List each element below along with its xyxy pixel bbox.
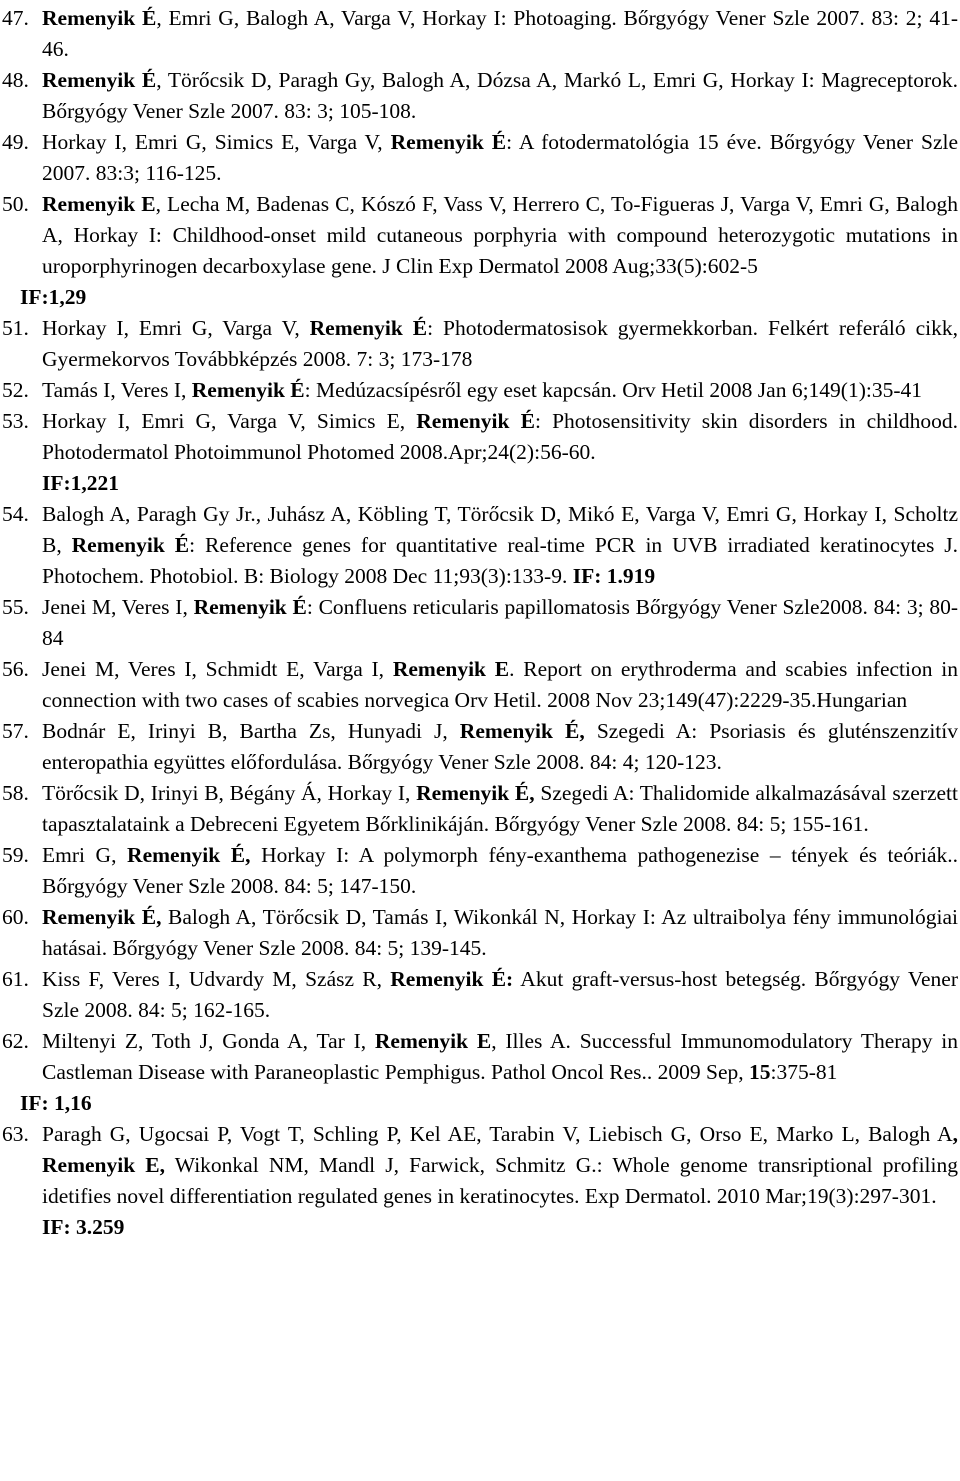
author-highlight: Remenyik É bbox=[309, 316, 428, 340]
reference-text: Wikonkal NM, Mandl J, Farwick, Schmitz G.: Whole genome transriptional profiling idetifies novel differentiation regulated genes in keratinocytes. Exp Dermatol. 2010 Mar;19(3):297-301. bbox=[42, 1153, 958, 1208]
reference-text: : Confluens reticularis papillomatosis Bőrgyógy Vener Szle2008. 84: 3; 80-84 bbox=[42, 595, 958, 650]
reference-text: , Lecha M, Badenas C, Kószó F, Vass V, Herrero C, To-Figueras J, Varga V, Emri G, Balogh A, Horkay I: Childhood-onset mild cutaneous porphyria with compound heterozygotic mutations in uroporphyrinogen decarboxylase gene. J Clin Exp Dermatol 2008 Aug;33(5):602-5 bbox=[42, 192, 958, 278]
reference-text: Kiss F, Veres I, Udvardy M, Szász R, bbox=[42, 967, 391, 991]
impact-factor: IF:1,221 bbox=[42, 471, 120, 495]
reference-text: : Photosensitivity skin disorders in childhood. Photodermatol Photoimmunol Photomed 2008.Apr;24(2):56-60. bbox=[42, 409, 958, 464]
author-highlight: , Remenyik E, bbox=[42, 1122, 958, 1177]
reference-text: Szegedi A: Thalidomide alkalmazásával szerzett tapasztalataink a Debreceni Egyetem Bőrklinikáján. Bőrgyógy Vener Szle 2008. 84: 5; 155-161. bbox=[42, 781, 958, 836]
reference-number: 52. bbox=[2, 378, 29, 402]
reference-number: 62. bbox=[2, 1029, 29, 1053]
reference-number: 48. bbox=[2, 68, 29, 92]
reference-entry bbox=[0, 3, 960, 65]
reference-text: , Illes A. Successful Immunomodulatory Therapy in Castleman Disease with Paraneoplastic Pemphigus. Pathol Oncol Res.. 2009 Sep, bbox=[42, 1029, 958, 1084]
reference-text: Horkay I: A polymorph fény-exanthema pathogenezise – tények és teóriák.. Bőrgyógy Vener Szle 2008. 84: 5; 147-150. bbox=[42, 843, 958, 898]
author-highlight: Remenyik É bbox=[71, 533, 190, 557]
author-highlight: Remenyik É bbox=[42, 68, 157, 92]
reference-entry bbox=[0, 840, 960, 902]
author-highlight: Remenyik E bbox=[374, 1029, 492, 1053]
impact-factor: IF: 1,16 bbox=[20, 1091, 92, 1115]
reference-text: : Photodermatosisok gyermekkorban. Felkért referáló cikk, Gyermekorvos Továbbképzés 2008. 7: 3; 173-178 bbox=[42, 316, 958, 371]
author-highlight: Remenyik É, bbox=[127, 843, 251, 867]
reference-text: , Emri G, Balogh A, Varga V, Horkay I: Photoaging. Bőrgyógy Vener Szle 2007. 83: 2; 41-46. bbox=[42, 6, 958, 61]
reference-entry bbox=[0, 964, 960, 1026]
reference-text: . Report on erythroderma and scabies infection in connection with two cases of scabies norvegica Orv Hetil. 2008 Nov 23;149(47):2229-35.Hungarian bbox=[42, 657, 959, 712]
reference-number: 47. bbox=[2, 6, 29, 30]
author-highlight: Remenyik É, bbox=[42, 905, 162, 929]
reference-number: 54. bbox=[2, 502, 29, 526]
reference-text: : A fotodermatológia 15 éve. Bőrgyógy Vener Szle 2007. 83:3; 116-125. bbox=[42, 130, 959, 185]
author-highlight: Remenyik É: bbox=[390, 967, 514, 991]
reference-text: Horkay I, Emri G, Simics E, Varga V, bbox=[42, 130, 391, 154]
author-highlight: Remenyik É, bbox=[459, 719, 585, 743]
reference-text: Szegedi A: Psoriasis és gluténszenzitív enteropathia együttes előfordulása. Bőrgyógy Vener Szle 2008. 84: 4; 120-123. bbox=[42, 719, 958, 774]
reference-text: Jenei M, Veres I, Schmidt E, Varga I, bbox=[42, 657, 393, 681]
reference-text: Miltenyi Z, Toth J, Gonda A, Tar I, bbox=[42, 1029, 375, 1053]
reference-text: : Medúzacsípésről egy eset kapcsán. Orv Hetil 2008 Jan 6;149(1):35-41 bbox=[304, 378, 922, 402]
reference-text: : Reference genes for quantitative real-time PCR in UVB irradiated keratinocytes J. Photochem. Photobiol. B: Biology 2008 Dec 11;93(3):133-9. bbox=[42, 533, 959, 588]
reference-number: 59. bbox=[2, 843, 29, 867]
reference-text: , Törőcsik D, Paragh Gy, Balogh A, Dózsa A, Markó L, Emri G, Horkay I: Magreceptorok. Bőrgyógy Vener Szle 2007. 83: 3; 105-108. bbox=[42, 68, 959, 123]
reference-text: Akut graft-versus-host betegség. Bőrgyógy Vener Szle 2008. 84: 5; 162-165. bbox=[42, 967, 959, 1022]
author-highlight: Remenyik É bbox=[42, 6, 157, 30]
reference-entry bbox=[0, 902, 960, 964]
author-highlight: Remenyik E bbox=[42, 192, 156, 216]
reference-number: 60. bbox=[2, 905, 29, 929]
reference-number: 57. bbox=[2, 719, 29, 743]
reference-text: Emri G, bbox=[42, 843, 128, 867]
reference-text: Horkay I, Emri G, Varga V, bbox=[42, 316, 310, 340]
reference-entry bbox=[0, 127, 960, 189]
reference-number: 61. bbox=[2, 967, 29, 991]
reference-text: Tamás I, Veres I, bbox=[42, 378, 192, 402]
author-highlight: Remenyik É, bbox=[416, 781, 535, 805]
author-highlight: Remenyik É bbox=[390, 130, 507, 154]
author-highlight: Remenyik É bbox=[193, 595, 307, 619]
reference-text: Balogh A, Paragh Gy Jr., Juhász A, Köbling T, Törőcsik D, Mikó E, Varga V, Emri G, Horkay I, Scholtz B, bbox=[42, 502, 958, 557]
impact-factor: IF:1,29 bbox=[20, 285, 87, 309]
reference-number: 56. bbox=[2, 657, 29, 681]
author-highlight: Remenyik E bbox=[392, 657, 510, 681]
author-highlight: IF: 1.919 bbox=[572, 564, 656, 588]
reference-entry bbox=[0, 189, 960, 282]
reference-entry bbox=[0, 406, 960, 468]
reference-text: Törőcsik D, Irinyi B, Bégány Á, Horkay I, bbox=[42, 781, 417, 805]
reference-entry bbox=[0, 1119, 960, 1212]
reference-text: Bodnár E, Irinyi B, Bartha Zs, Hunyadi J, bbox=[42, 719, 460, 743]
reference-number: 55. bbox=[2, 595, 29, 619]
reference-entry bbox=[0, 654, 960, 716]
author-highlight: Remenyik É bbox=[191, 378, 305, 402]
reference-entry bbox=[0, 1026, 960, 1088]
reference-number: 51. bbox=[2, 316, 29, 340]
reference-text: :375-81 bbox=[770, 1060, 838, 1084]
reference-entry bbox=[0, 499, 960, 592]
reference-entry bbox=[0, 375, 960, 406]
reference-entry bbox=[0, 65, 960, 127]
reference-text: Balogh A, Törőcsik D, Tamás I, Wikonkál N, Horkay I: Az ultraibolya fény immunológiai hatásai. Bőrgyógy Vener Szle 2008. 84: 5; 139-145. bbox=[42, 905, 959, 960]
author-highlight: Remenyik É bbox=[416, 409, 535, 433]
reference-entry bbox=[0, 778, 960, 840]
reference-text: Horkay I, Emri G, Varga V, Simics E, bbox=[42, 409, 417, 433]
reference-text: Paragh G, Ugocsai P, Vogt T, Schling P, Kel AE, Tarabin V, Liebisch G, Orso E, Marko L, Balogh A bbox=[42, 1122, 953, 1146]
impact-factor: IF: 3.259 bbox=[42, 1215, 125, 1239]
reference-number: 63. bbox=[2, 1122, 29, 1146]
reference-entry bbox=[0, 716, 960, 778]
reference-number: 53. bbox=[2, 409, 29, 433]
reference-text: Jenei M, Veres I, bbox=[42, 595, 194, 619]
reference-entry bbox=[0, 592, 960, 654]
author-highlight: 15 bbox=[749, 1060, 771, 1084]
reference-number: 49. bbox=[2, 130, 29, 154]
reference-entry bbox=[0, 313, 960, 375]
reference-number: 58. bbox=[2, 781, 29, 805]
reference-number: 50. bbox=[2, 192, 29, 216]
